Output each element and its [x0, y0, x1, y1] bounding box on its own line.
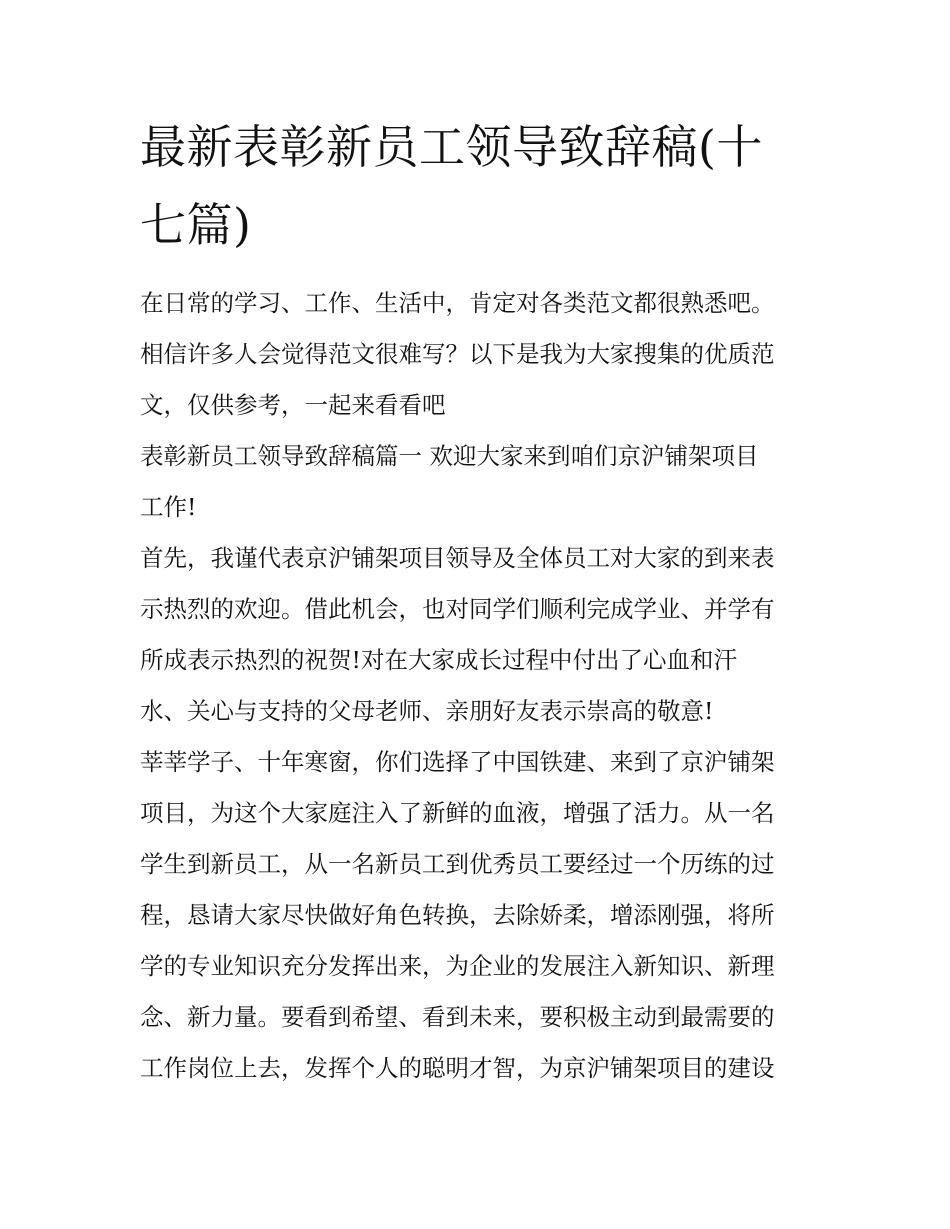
paragraph-line: 项目，为这个大家庭注入了新鲜的血液，增强了活力。从一名 [140, 799, 775, 827]
paragraph-line: 所成表示热烈的祝贺!对在大家成长过程中付出了心血和汗 [140, 646, 737, 674]
title-line: 最新表彰新员工领导致辞稿(十 [140, 120, 763, 174]
paragraph-line: 莘莘学子、十年寒窗，你们选择了中国铁建、来到了京沪铺架 [140, 748, 775, 776]
title-line: 七篇) [140, 198, 252, 252]
section-heading-line: 工作! [140, 493, 197, 521]
paragraph-line: 学的专业知识充分发挥出来，为企业的发展注入新知识、新理 [140, 952, 775, 980]
paragraph-line: 学生到新员工，从一名新员工到优秀员工要经过一个历练的过 [140, 850, 775, 878]
intro-paragraph-line: 文，仅供参考，一起来看看吧 [140, 391, 446, 419]
paragraph-line: 首先，我谨代表京沪铺架项目领导及全体员工对大家的到来表 [140, 544, 775, 572]
paragraph-line: 水、关心与支持的父母老师、亲朋好友表示崇高的敬意! [140, 697, 714, 725]
document-body [140, 278, 820, 1094]
intro-paragraph-line: 相信许多人会觉得范文很难写？以下是我为大家搜集的优质范 [140, 340, 775, 368]
paragraph-line: 示热烈的欢迎。借此机会，也对同学们顺利完成学业、并学有 [140, 595, 775, 623]
document-title [140, 108, 820, 264]
paragraph-line: 工作岗位上去，发挥个人的聪明才智，为京沪铺架项目的建设 [140, 1054, 775, 1082]
section-heading-line: 表彰新员工领导致辞稿篇一 欢迎大家来到咱们京沪铺架项目 [140, 442, 759, 470]
paragraph-line: 念、新力量。要看到希望、看到未来，要积极主动到最需要的 [140, 1003, 775, 1031]
paragraph-line: 程，恳请大家尽快做好角色转换，去除娇柔，增添刚强，将所 [140, 901, 775, 929]
intro-paragraph-line: 在日常的学习、工作、生活中，肯定对各类范文都很熟悉吧。 [140, 289, 775, 317]
